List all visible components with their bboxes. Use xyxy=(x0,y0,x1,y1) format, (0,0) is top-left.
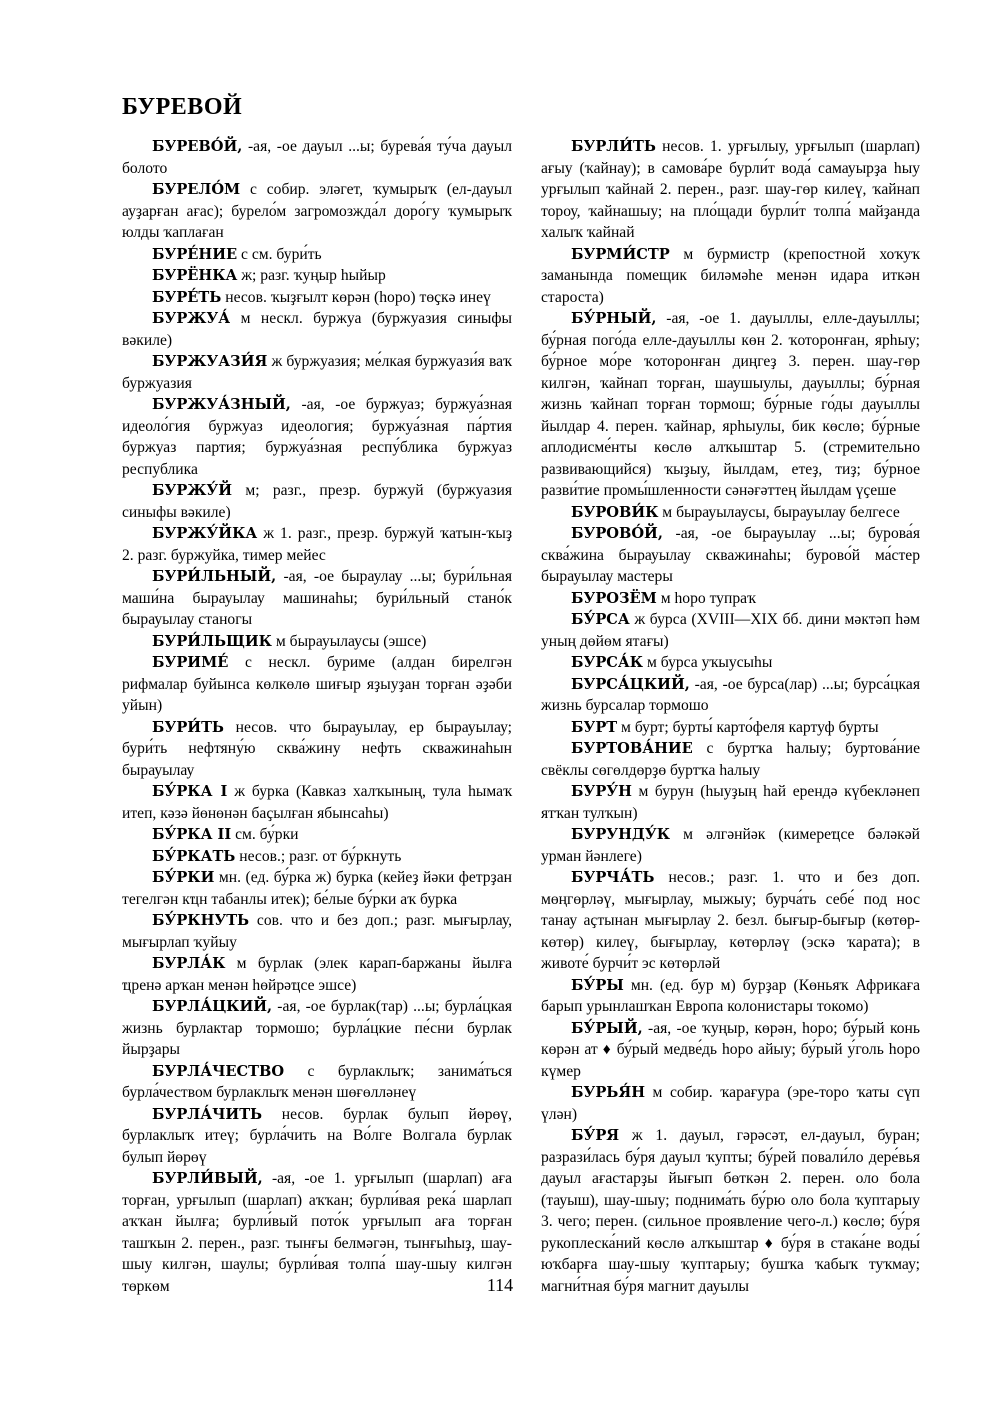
definition: м; разг., презр. буржуй (буржуазия синыфы вәкиле) xyxy=(122,482,512,521)
definition: сов. что и без доп.; разг. мығырлау, мығырлап ҡуйыу xyxy=(122,912,512,951)
dictionary-entry xyxy=(541,1125,920,1297)
headword: БУРТОВА́НИЕ xyxy=(571,740,693,757)
dictionary-entry xyxy=(122,953,512,996)
headword: БУРЛИ́ТЬ xyxy=(571,138,656,155)
headword: БУ́РКНУТЬ xyxy=(152,912,250,929)
definition: несов.; разг. 1. что и без доп. мөңгөрләү, мығырлау, мыжыу; бурча́ть себе́ под нос танау аҫтынан мығырлау 2. безл. бығыр-бығыр (көтөр-көтөр) килеү, бығырлау, көтөрләү (эскә ҡарата); в животе́ бурчи́т эс көтөрләй xyxy=(541,869,920,972)
headword: БУ́РКА I xyxy=(152,783,228,800)
definition: -ая, -ое 1. дауыллы, елле-дауыллы; бу́рная пого́да елле-дауыллы көн 2. ҡоторонған, ярһыу; бу́рное мо́ре ҡоторонған диңгеҙ 3. перен. шау-гөр килгән, ҡайнап торған, шаушыулы, дауыллы; бу́рная жизнь ҡайнап торған тормош; бу́рные го́ды дауыллы йылдар 4. перен. ҡайнар, ярһыулы, бик көслө; бу́рные аплодисме́нты көслө алҡыштар 5. (стремительно развивающийся) ҡыҙыу, йылдам, етеҙ, тиҙ; бу́рное разви́тие промы́шленности сәнәғәттең йылдам үҫеше xyxy=(541,310,920,499)
definition: -ая, -ое бурса(лар) ...ы; бурса́цкая жизнь бурсалар тормошо xyxy=(541,675,920,714)
running-head: БУРЕВОЙ xyxy=(122,94,243,120)
dictionary-entry xyxy=(541,738,920,781)
dictionary-entry xyxy=(122,308,512,351)
right-column xyxy=(541,136,920,1297)
headword: БУРОЗЁМ xyxy=(571,589,657,607)
headword: БУРЖУ́ЙКА xyxy=(152,525,258,542)
definition: ж буржуазия; ме́лкая буржуази́я ваҡ буржуазия xyxy=(122,353,512,392)
headword: БУРЕВО́Й, xyxy=(152,138,243,155)
dictionary-entry xyxy=(122,846,512,868)
definition: ж 1. дауыл, гәрәсәт, ел-дауыл, буран; разрази́лась бу́ря дауыл ҡупты; бу́рей повали́ло дере́вья дауыл ағастарҙы йығып бөткән 2. перен. оло бола (тауыш), шау-шыу; поднима́ть бу́рю оло бола ҡуптарыу 3. чего; перен. (сильное проявление чего-л.) көслө; бу́ря рукоплеска́ний көслө алҡыштар ♦ бу́ря в стака́не воды́ юҡбарға шау-шыу ҡуптарыу; бушҡа ҡабыҡ туҡмау; магни́тная бу́ря магнит дауылы xyxy=(541,1127,920,1295)
dictionary-entry xyxy=(541,588,920,610)
dictionary-entry xyxy=(541,652,920,674)
dictionary-entry xyxy=(122,867,512,910)
dictionary-entry xyxy=(541,523,920,588)
dictionary-entry xyxy=(122,652,512,717)
definition: м әлгәнйәк (кимереҵсе бәләкәй урман йәнлеге) xyxy=(541,826,920,865)
dictionary-entry xyxy=(122,136,512,179)
definition: ж бурка (Кавказ халҡының, тула һымаҡ итеп, кәзә йөнөнән баҫылған ябынсаһы) xyxy=(122,783,513,822)
headword: БУРЕ́ТЬ xyxy=(152,288,222,306)
dictionary-entry xyxy=(122,394,512,480)
dictionary-entry xyxy=(122,351,512,394)
dictionary-entry xyxy=(541,674,920,717)
headword: БУРУ́Н xyxy=(571,783,632,800)
definition: мн. (ед. бур м) бурҙар (Көньяҡ Африкаға барып урынлашҡан Европа колонистары токомо) xyxy=(541,976,920,1015)
definition: м бырауылаусы, бырауылау белгесе xyxy=(658,503,900,521)
headword: БУРЛА́К xyxy=(152,955,226,972)
headword: БУРТ xyxy=(571,718,618,736)
dictionary-entry xyxy=(541,975,920,1018)
headword: БУРЛА́ЦКИЙ, xyxy=(152,998,273,1015)
definition: с бурлаклыҡ; занима́ться бурла́чеством бурлаклыҡ менән шөғөлләнеү xyxy=(122,1062,512,1101)
definition: несов. бурлак булып йөрөү, бурлаклыҡ итеү; бурла́чить на Во́лге Волгала бурлак булып йөрөү xyxy=(122,1105,512,1166)
definition: м бурса уҡыусыһы xyxy=(643,654,773,671)
headword: БУ́РЫЙ, xyxy=(571,1019,643,1037)
definition: м собир. ҡарағура (эре-торо ҡаты сүп үлән) xyxy=(541,1084,920,1123)
dictionary-entry xyxy=(541,781,920,824)
definition: ж бурса (XVIII—XIX бб. дини мәктәп һәм уның дөйөм ятағы) xyxy=(541,611,920,650)
headword: БУРЕ́НИЕ xyxy=(152,245,238,263)
dictionary-entry xyxy=(122,179,512,244)
headword: БУРСА́ЦКИЙ, xyxy=(571,675,690,693)
headword: БУРЛИ́ВЫЙ, xyxy=(152,1170,263,1187)
dictionary-entry xyxy=(122,244,512,266)
headword: БУ́РСА xyxy=(571,611,630,628)
dictionary-entry xyxy=(541,717,920,739)
definition: м бурмистр (крепостной хоҡуҡ заманында помещик биләмәһе менән идара иткән староста) xyxy=(541,245,920,306)
headword: БУРЕЛО́М xyxy=(152,181,241,198)
definition: м нескл. буржуа (буржуазия синыфы вәкиле) xyxy=(122,310,512,349)
headword: БУ́РЯ xyxy=(571,1127,620,1144)
headword: БУРЖУА́ЗНЫЙ, xyxy=(152,396,291,413)
headword: БУРЧА́ТЬ xyxy=(571,869,655,886)
dictionary-entry xyxy=(122,287,512,309)
headword: БУРОВО́Й, xyxy=(571,525,663,542)
headword: БУРМИ́СТР xyxy=(571,245,670,263)
definition: -ая, -ое дауыл ...ы; бурева́я ту́ча дауыл болото xyxy=(122,138,512,177)
dictionary-entry xyxy=(541,1082,920,1125)
headword: БУРЖУА́ xyxy=(152,310,231,327)
definition: -ая, -ое ҡуңыр, көрән, һоро; бу́рый конь көрән ат ♦ бу́рый медве́дь һоро айыу; бу́рый у́голь һоро күмер xyxy=(541,1019,920,1080)
headword: БУ́РКА II xyxy=(152,826,232,843)
page-number: 114 xyxy=(486,1275,514,1295)
headword: БУРЬЯ́Н xyxy=(571,1084,645,1101)
definition: -ая, -ое 1. урғылып (шарлап) аға торған, урғылып (шарлап) аҡҡан; бурли́вая река́ шарлап аҡҡан йылға; бурли́вый пото́к урғылып аға торған ташҡын 2. перен., разг. тынғы белмәгән, тынғыһыҙ, шау-шыу килгән, шаулы; бурли́вая толпа́ шау-шыу килгән төркөм xyxy=(122,1170,512,1295)
definition: м бырауылаусы (эшсе) xyxy=(271,632,427,650)
dictionary-entry xyxy=(541,244,920,309)
headword: БУРИ́ТЬ xyxy=(152,718,224,736)
dictionary-entry xyxy=(122,781,512,824)
headword: БУРЛА́ЧЕСТВО xyxy=(152,1062,285,1080)
dictionary-entry xyxy=(541,136,920,244)
definition: м бурт; бурты́ карто́феля картуф бурты xyxy=(617,718,879,736)
definition: несов. что бырауылау, ер бырауылау; бури́ть нефтяну́ю сква́жину нефть скважинаһын бырауылау xyxy=(122,718,512,779)
headword: БУРОВИ́К xyxy=(571,503,659,521)
definition: несов. 1. урғылыу, урғылып (шарлап) ағыу (ҡайнау); в самова́ре бурли́т вода́ самауырҙа һыу урғылып ҡайнай 2. перен., разг. шау-гөр килеү, ҡайнап тороу, ҡайнашыу; на пло́щади бурли́т толпа́ майҙанда халыҡ ҡайнай xyxy=(541,138,920,241)
dictionary-entry xyxy=(541,867,920,975)
definition: -ая, -ое быраулау ...ы; бури́льная маши́на бырауылау машинаһы; бури́льный стано́к бырауылау станогы xyxy=(122,568,512,628)
definition: см. бу́рки xyxy=(231,826,299,843)
dictionary-entry xyxy=(122,824,512,846)
dictionary-entry xyxy=(122,566,512,631)
definition: м бурлак (элек карап-баржаны йылға ҵренә арҡан менән һөйрәҵсе эшсе) xyxy=(122,955,512,994)
headword: БУ́РКАТЬ xyxy=(152,847,236,865)
headword: БУРИМЕ́ xyxy=(152,654,229,671)
headword: БУРЁНКА xyxy=(152,267,238,284)
definition: м бурун (һыуҙың һай ерендә күбекләнеп ятҡан тулҡын) xyxy=(541,783,920,822)
definition: с см. бури́ть xyxy=(237,245,322,263)
definition: -ая, -ое бурлак(тар) ...ы; бурла́цкая жизнь бурлактар тормошо; бурла́цкие пе́сни бурлак йырҙары xyxy=(122,998,512,1058)
dictionary-entry xyxy=(541,609,920,652)
dictionary-entry xyxy=(122,996,512,1061)
headword: БУРУНДУ́К xyxy=(571,826,671,843)
headword: БУРСА́К xyxy=(571,654,644,671)
dictionary-entry xyxy=(122,717,512,782)
definition: с буртҡа һалыу; буртова́ние свёклы сөгөлдөрҙө буртҡа һалыу xyxy=(541,740,920,779)
definition: мн. (ед. бу́рка ж) бурка (кейеҙ йәки фетрҙан тегелгән кҵн табанлы итек); бе́лые бу́рки аҡ бурка xyxy=(122,869,512,908)
definition: с собир. эләгет, ҡумырыҡ (ел-дауыл ауҙарған ағас); бурело́м загромозжда́л доро́гу ҡумырыҡ юлды ҡаплаған xyxy=(122,181,512,241)
definition: ж; разг. ҡуңыр һыйыр xyxy=(237,267,386,284)
headword: БУ́РНЫЙ, xyxy=(571,310,657,327)
definition: несов. ҡыҙғылт көрән (һоро) төҫкә инеү xyxy=(221,288,491,306)
dictionary-entry xyxy=(541,502,920,524)
dictionary-entry xyxy=(122,480,512,523)
dictionary-entry xyxy=(541,308,920,502)
definition: -ая, -ое бырауылау ...ы; бурова́я сква́жина бырауылау скважинаһы; бурово́й ма́стер бырауылау мастеры xyxy=(541,525,920,585)
headword: БУ́РЫ xyxy=(571,976,624,994)
dictionary-entry xyxy=(541,824,920,867)
headword: БУРИ́ЛЬЩИК xyxy=(152,632,272,650)
definition: м һоро тупраҡ xyxy=(656,589,756,607)
dictionary-entry xyxy=(122,910,512,953)
dictionary-entry xyxy=(122,631,512,653)
dictionary-entry xyxy=(122,265,512,287)
headword: БУРЖУАЗИ́Я xyxy=(152,353,268,370)
dictionary-entry xyxy=(122,1061,512,1104)
headword: БУ́РКИ xyxy=(152,869,215,886)
headword: БУРИ́ЛЬНЫЙ, xyxy=(152,568,277,585)
headword: БУРЛА́ЧИТЬ xyxy=(152,1105,263,1123)
headword: БУРЖУ́Й xyxy=(152,482,233,499)
dictionary-entry xyxy=(122,1104,512,1169)
left-column xyxy=(122,136,512,1297)
definition: с нескл. буриме (алдан бирелгән рифмалар буйынса көлкөлө шиғыр яҙыуҙан торған әҙәби уйын) xyxy=(122,654,512,714)
dictionary-entry xyxy=(122,523,512,566)
definition: -ая, -ое буржуаз; буржуа́зная идеоло́гия буржуаз идеология; буржуа́зная па́ртия буржуаз партия; буржуа́зная респу́блика буржуаз республика xyxy=(122,396,512,478)
definition: несов.; разг. от бу́ркнуть xyxy=(235,847,402,865)
dictionary-entry xyxy=(541,1018,920,1083)
definition: ж 1. разг., презр. буржуй ҡатын-ҡыҙ 2. разг. буржуйка, тимер мейес xyxy=(122,525,512,564)
